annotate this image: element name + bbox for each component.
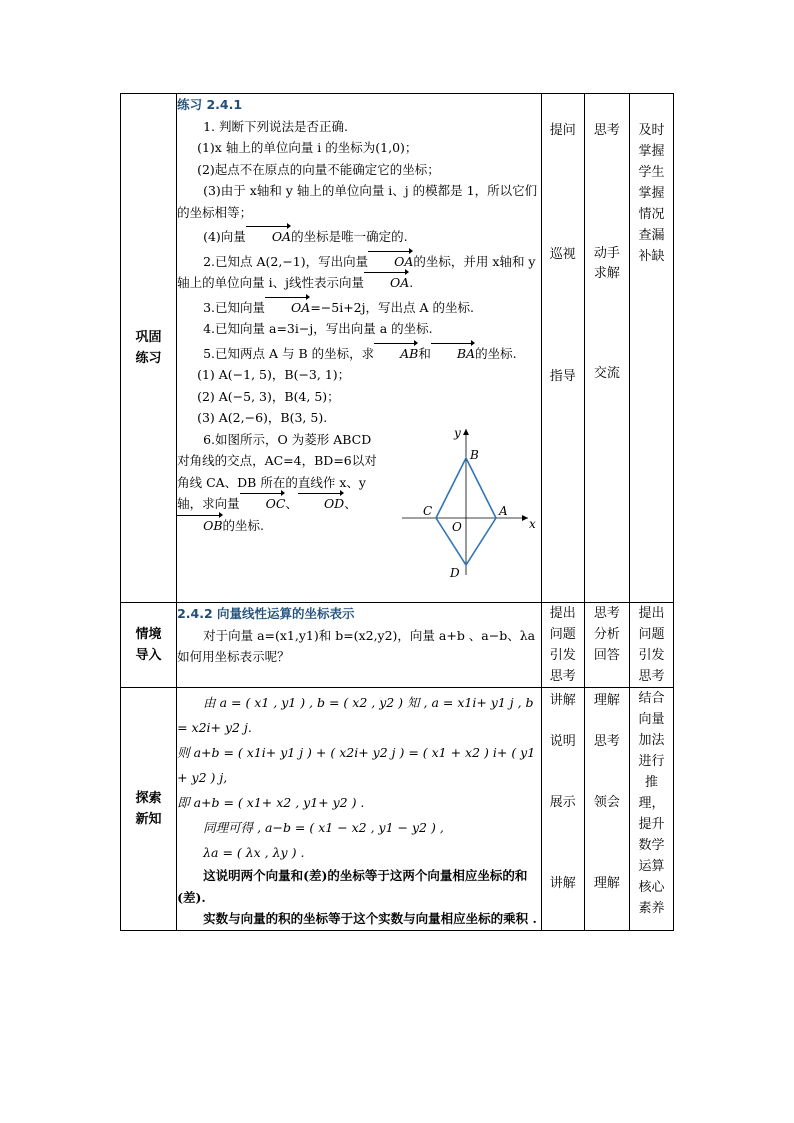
student-step: 思考 bbox=[593, 734, 620, 749]
label-text: 探索 新知 bbox=[135, 790, 162, 827]
intent-text: 结合向量加法进行推理，提升数学运算核心素养 bbox=[638, 691, 665, 916]
exploration-content bbox=[177, 688, 542, 931]
label-y: y bbox=[454, 425, 461, 440]
label-text: 情境 导入 bbox=[135, 627, 162, 663]
teacher-step: 巡视 bbox=[549, 247, 576, 262]
row-practice bbox=[121, 94, 674, 603]
exercise-6-block bbox=[177, 425, 541, 589]
vector-OB: OB bbox=[177, 515, 222, 537]
vector-AB: AB bbox=[374, 343, 418, 365]
exercise-3: 3.已知向量 OA=−5i+2j，写出点 A 的坐标. bbox=[177, 294, 541, 319]
teacher-step: 提出问题引发思考 bbox=[549, 606, 576, 684]
teacher-step: 指导 bbox=[549, 369, 576, 384]
student-step: 领会 bbox=[593, 795, 620, 810]
label-x: x bbox=[529, 516, 536, 531]
teacher-step: 展示 bbox=[549, 795, 576, 810]
intent-text: 及时掌握学生掌握情况查漏补缺 bbox=[638, 123, 665, 264]
derivation-line-3: 即 a+b = ( x1+ x2 , y1+ y2 ) . bbox=[177, 795, 365, 810]
conclusion-scalar: 实数与向量的积的坐标等于这个实数与向量相应坐标的乘积 . bbox=[203, 911, 537, 926]
vector-OA: OA bbox=[246, 226, 291, 248]
label-text: 巩固 练习 bbox=[135, 330, 162, 366]
exercise-5-1: (1) A(−1, 5)，B(−3, 1)； bbox=[197, 367, 351, 382]
introduction-content bbox=[177, 603, 542, 688]
row-label-exploration bbox=[121, 688, 177, 931]
design-intent-exploration bbox=[629, 688, 673, 931]
vector-OC: OC bbox=[240, 493, 286, 515]
exercise-1-1: (1)x 轴上的单位向量 i 的坐标为(1,0)； bbox=[197, 140, 418, 155]
section-heading: 练习 2.4.1 bbox=[177, 97, 243, 112]
exercise-1: 1. 判断下列说法是否正确. bbox=[203, 118, 348, 134]
derivation-line-2: 则 a+b = ( x1i+ y1 j ) + ( x2i+ y2 j ) = ( x1 + x2 ) i+ ( y1 + y2 ) j, bbox=[177, 745, 536, 785]
exercise-1-2: (2)起点不在原点的向量不能确定它的坐标； bbox=[197, 161, 440, 177]
vector-OA: OA bbox=[265, 297, 310, 319]
derivation-line-1: 由 a = ( x1 , y1 ) , b = ( x2 , y2 ) 知 , a = x1i+ y1 j , b = x2i+ y2 j. bbox=[177, 695, 534, 735]
vector-BA: BA bbox=[431, 343, 475, 365]
teacher-step: 提问 bbox=[549, 123, 576, 138]
exercise-6: 6.如图所示，O 为菱形 ABCD 对角线的交点，AC=4，BD=6以对角线 CA、DB 所在的直线作 x、y 轴，求向量 OC、 OD、OB的坐标. bbox=[177, 429, 382, 537]
exercise-2: 2.已知点 A(2,−1)，写出向量 OA的坐标，并用 x轴和 y 轴上的单位向量 i、j线性表示向量 OA. bbox=[177, 248, 541, 294]
teacher-activity-introduction bbox=[541, 603, 584, 688]
rhombus-figure bbox=[402, 425, 537, 587]
exercise-5: 5.已知两点 A 与 B 的坐标，求 AB和 BA的坐标. bbox=[177, 340, 541, 365]
row-exploration bbox=[121, 688, 674, 931]
student-activity-exploration bbox=[584, 688, 629, 931]
student-step: 交流 bbox=[593, 366, 620, 381]
practice-content bbox=[177, 94, 542, 603]
exercise-5-3: (3) A(2,−6)，B(3, 5). bbox=[197, 410, 328, 425]
derivation-line-5: λa = ( λx , λy ) . bbox=[203, 845, 305, 860]
intent-text: 提出问题引发思考 bbox=[638, 606, 665, 684]
row-label-practice bbox=[121, 94, 177, 603]
exercise-1-3: (3)由于 x轴和 y 轴上的单位向量 i、j 的模都是 1，所以它们的坐标相等； bbox=[177, 183, 538, 220]
label-O: O bbox=[452, 519, 462, 534]
row-introduction bbox=[121, 603, 674, 688]
student-step: 思考 bbox=[593, 123, 620, 138]
introduction-question: 对于向量 a=(x1,y1)和 b=(x2,y2)，向量 a+b 、a−b、λa 如何用坐标表示呢？ bbox=[177, 627, 536, 664]
lesson-table bbox=[120, 93, 674, 931]
exercise-4: 4.已知向量 a=3i−j，写出向量 a 的坐标. bbox=[203, 321, 433, 336]
teacher-step: 讲解 bbox=[549, 693, 576, 708]
vector-OA: OA bbox=[368, 251, 413, 273]
student-activity-practice bbox=[584, 94, 629, 603]
vector-OA: OA bbox=[364, 272, 409, 294]
teacher-step: 说明 bbox=[549, 734, 576, 749]
student-step: 动手求解 bbox=[593, 246, 620, 281]
row-label-introduction bbox=[121, 603, 177, 688]
teacher-step: 讲解 bbox=[549, 876, 576, 891]
exercise-5-2: (2) A(−5, 3)，B(4, 5)； bbox=[197, 388, 340, 404]
label-A: A bbox=[499, 503, 508, 518]
student-activity-introduction bbox=[584, 603, 629, 688]
teacher-activity-practice bbox=[541, 94, 584, 603]
student-step: 理解 bbox=[593, 693, 620, 708]
conclusion-sum: 这说明两个向量和(差)的坐标等于这两个向量相应坐标的和(差). bbox=[177, 868, 528, 905]
label-B: B bbox=[470, 447, 479, 462]
label-D: D bbox=[450, 565, 460, 580]
vector-OD: OD bbox=[298, 493, 344, 515]
derivation-line-4: 同理可得 , a−b = ( x1 − x2 , y1 − y2 ) , bbox=[203, 820, 444, 835]
x-axis-arrow bbox=[522, 515, 528, 521]
teacher-activity-exploration bbox=[541, 688, 584, 931]
y-axis-arrow bbox=[463, 429, 469, 435]
design-intent-practice bbox=[629, 94, 673, 603]
student-step: 理解 bbox=[593, 876, 620, 891]
label-C: C bbox=[423, 503, 433, 518]
student-step: 思考分析回答 bbox=[593, 606, 620, 663]
rhombus-diagram bbox=[402, 425, 537, 580]
section-heading: 2.4.2 向量线性运算的坐标表示 bbox=[177, 606, 355, 621]
design-intent-introduction bbox=[629, 603, 673, 688]
exercise-1-4: (4)向量 OA的坐标是唯一确定的. bbox=[177, 223, 541, 248]
